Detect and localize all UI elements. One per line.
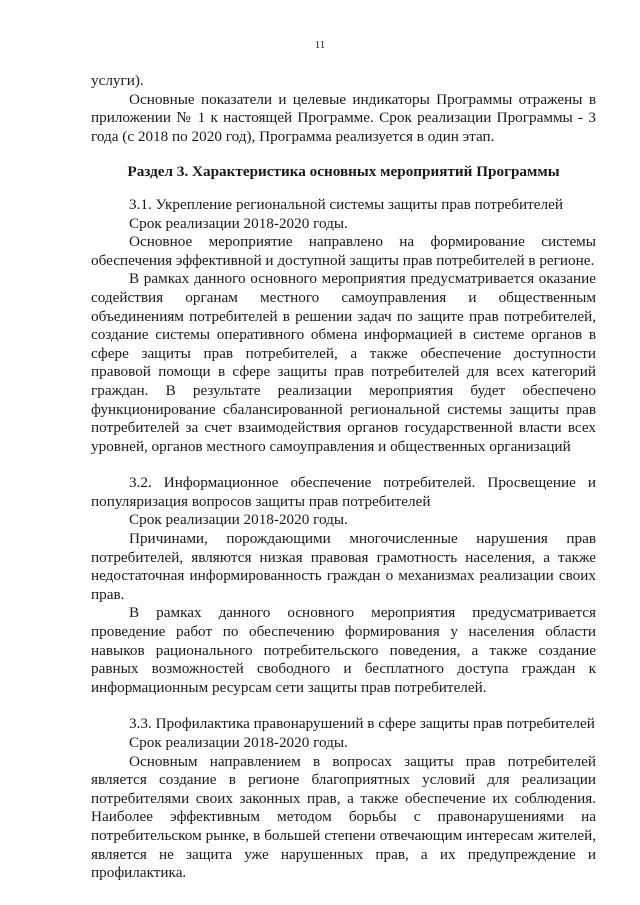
subsection-3-1-paragraph-1: Основное мероприятие направлено на формирование системы обеспечения эффективной и доступной защиты прав потребителей в регионе. [91,233,596,269]
page-number: 11 [314,39,326,51]
section-heading: Раздел 3. Характеристика основных мероприятий Программы [127,163,560,181]
document-body [91,72,596,883]
subsection-3-1-term: Срок реализации 2018-2020 годы. [129,214,348,232]
subsection-3-1-title: 3.1. Укрепление региональной системы защиты прав потребителей [129,195,563,213]
paragraph-continuation: услуги). [91,72,144,89]
subsection-3-2-paragraph-2: В рамках данного основного мероприятия предусматривается проведение работ по обеспечению формирования у населения области навыков рационального потребительского поведения, а также создание равных возможностей свободного и бесплатного доступа граждан к информационным ресурсам сети защиты прав потребителей. [91,604,596,696]
paragraph-indicators: Основные показатели и целевые индикаторы Программы отражены в приложении № 1 к настоящей Программе. Срок реализации Программы - 3 года (с 2018 по 2020 год), Программа реализуется в один этап. [91,90,596,145]
subsection-3-3-paragraph-1: Основным направлением в вопросах защиты прав потребителей является создание в регионе благоприятных условий для реализации потребителями своих законных прав, а также обеспечение их соблюдения. Наиболее эффективным методом борьбы с правонарушениями на потребительском рынке, в большей степени отвечающим интересам жителей, является не защита уже нарушенных прав, а их предупреждение и профилактика. [91,752,596,882]
subsection-3-3-term: Срок реализации 2018-2020 годы. [129,734,348,751]
subsection-3-2-term: Срок реализации 2018-2020 годы. [129,511,348,529]
subsection-3-2-title: 3.2. Информационное обеспечение потребителей. Просвещение и популяризация вопросов защиты прав потребителей [91,474,596,510]
subsection-3-1-paragraph-2: В рамках данного основного мероприятия предусматривается оказание содействия органам местного самоуправления и общественным объединениям потребителей в решении задач по защите прав потребителей, создание системы оперативного обмена информацией в системе органов в сфере защиты прав потребителей, а также обеспечение доступности правовой помощи в сфере защиты прав потребителей для всех категорий граждан. В результате реализации мероприятия будет обеспечено функционирование сбалансированной региональной системы защиты прав потребителей за счет взаимодействия органов государственной власти всех уровней, органов местного самоуправления и общественных организаций [91,270,596,455]
subsection-3-2-paragraph-1: Причинами, порождающими многочисленные нарушения прав потребителей, являются низкая правовая грамотность населения, а также недостаточная информированность граждан о механизмах реализации своих прав. [91,530,596,603]
subsection-3-3-title: 3.3. Профилактика правонарушений в сфере защиты прав потребителей [129,715,595,733]
